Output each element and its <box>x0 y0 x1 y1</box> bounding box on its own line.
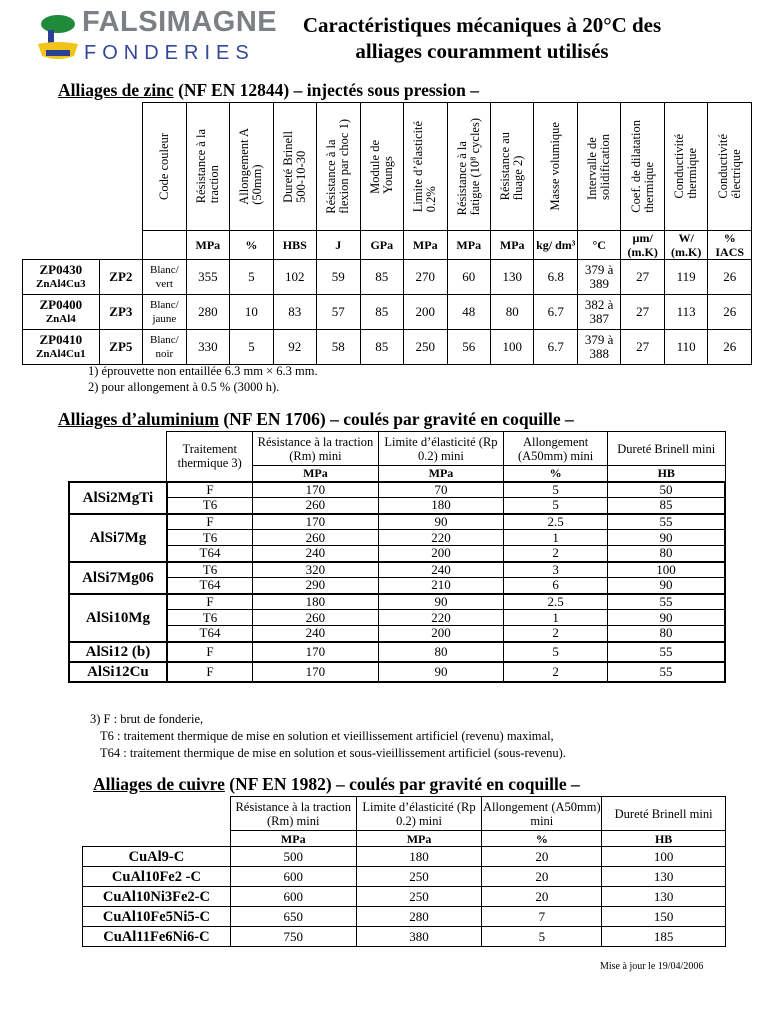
zinc-value: 250 <box>404 330 447 365</box>
copper-heading-rest: (NF EN 1982) – coulés par gravité en coquille – <box>229 774 580 794</box>
aluminium-row <box>69 626 725 642</box>
zinc-column-header-wrap <box>448 104 490 230</box>
zinc-unit: MPa <box>186 231 229 260</box>
zinc-column-header <box>534 103 577 231</box>
aluminium-value: 5 <box>504 498 608 514</box>
zinc-row <box>23 330 752 365</box>
page-title <box>262 12 702 64</box>
zinc-unit: kg/ dm³ <box>534 231 577 260</box>
copper-value: 750 <box>230 927 356 947</box>
aluminium-value: 170 <box>253 662 379 682</box>
aluminium-value: F <box>167 594 253 610</box>
zinc-header-row <box>23 103 752 231</box>
zinc-column-header-wrap <box>274 104 316 230</box>
zinc-value: 200 <box>404 295 447 330</box>
aluminium-row <box>69 498 725 514</box>
zinc-value: 280 <box>186 295 229 330</box>
aluminium-note-1: 3) F : brut de fonderie, <box>90 712 204 726</box>
aluminium-value: T6 <box>167 610 253 626</box>
aluminium-value: 80 <box>378 642 504 662</box>
zinc-column-header-wrap <box>317 104 359 230</box>
zinc-column-header <box>664 103 707 231</box>
copper-value: 7 <box>482 907 602 927</box>
copper-row <box>83 847 726 867</box>
copper-row <box>83 907 726 927</box>
zinc-value: 330 <box>186 330 229 365</box>
zinc-code: ZP0430 <box>39 262 83 277</box>
aluminium-value: 90 <box>607 530 725 546</box>
aluminium-alloy-name: AlSi12Cu <box>69 662 167 682</box>
zinc-value: 119 <box>664 260 707 295</box>
logo-brand-text: FALSIMAGNE <box>82 6 278 38</box>
aluminium-value: 1 <box>504 530 608 546</box>
copper-value: 150 <box>602 907 726 927</box>
copper-alloy-name: CuAl10Ni3Fe2-C <box>83 887 231 907</box>
zinc-value: 58 <box>317 330 360 365</box>
aluminium-value: 320 <box>253 562 379 578</box>
aluminium-value: T64 <box>167 546 253 562</box>
zinc-unit: MPa <box>447 231 490 260</box>
zinc-column-header-text: Masse volumique <box>548 122 563 211</box>
aluminium-unit: % <box>504 466 608 482</box>
copper-unit-row <box>83 831 726 847</box>
aluminium-value: 240 <box>253 626 379 642</box>
aluminium-row <box>69 562 725 578</box>
zinc-value: 6.7 <box>534 330 577 365</box>
aluminium-value: T64 <box>167 578 253 594</box>
aluminium-row <box>69 594 725 610</box>
zinc-value: 27 <box>621 295 664 330</box>
zinc-heading-name: Alliages de zinc <box>58 80 174 100</box>
zinc-value: 26 <box>708 260 752 295</box>
zinc-column-header-text: Coef. de dilatation thermique <box>628 120 656 213</box>
zinc-column-header <box>273 103 316 231</box>
aluminium-value: 2.5 <box>504 594 608 610</box>
zinc-column-header <box>577 103 620 231</box>
zinc-note-2: 2) pour allongement à 0.5 % (3000 h). <box>88 380 280 394</box>
zinc-column-header-wrap <box>230 104 272 230</box>
aluminium-value: 90 <box>378 662 504 682</box>
zinc-value: 27 <box>621 330 664 365</box>
zinc-unit: W/ (m.K) <box>664 231 707 260</box>
aluminium-row <box>69 662 725 682</box>
zinc-value: 110 <box>664 330 707 365</box>
aluminium-value: T6 <box>167 562 253 578</box>
zinc-value: 80 <box>490 295 533 330</box>
aluminium-rp-header: Limite d’élasticité (Rp 0.2) mini <box>378 432 504 466</box>
zinc-unit: °C <box>577 231 620 260</box>
zinc-value: 379 à 388 <box>577 330 620 365</box>
aluminium-value: 55 <box>607 642 725 662</box>
zinc-column-header-text: Résistance à la fatigue (10⁸ cycles) <box>454 117 482 216</box>
zinc-column-header-text: Dureté Brinell 500-10-30 <box>280 130 308 203</box>
aluminium-unit: HB <box>607 466 725 482</box>
zinc-value: 83 <box>273 295 316 330</box>
zinc-value: 5 <box>230 260 273 295</box>
zinc-value: 57 <box>317 295 360 330</box>
zinc-value: 382 à 387 <box>577 295 620 330</box>
copper-row <box>83 887 726 907</box>
title-line-2: alliages couramment utilisés <box>355 39 609 63</box>
aluminium-row <box>69 530 725 546</box>
aluminium-value: 290 <box>253 578 379 594</box>
zinc-value: 56 <box>447 330 490 365</box>
zinc-note-1: 1) éprouvette non entaillée 6.3 mm × 6.3 mm. <box>88 364 318 378</box>
aluminium-value: 2.5 <box>504 514 608 530</box>
copper-alloy-name: CuAl10Fe5Ni5-C <box>83 907 231 927</box>
zinc-code-header: Code couleur <box>156 133 171 200</box>
aluminium-row <box>69 642 725 662</box>
aluminium-value: 260 <box>253 498 379 514</box>
copper-alloy-name: CuAl10Fe2 -C <box>83 867 231 887</box>
aluminium-row <box>69 514 725 530</box>
zinc-unit-row <box>23 231 752 260</box>
falsimagne-logo <box>34 6 278 70</box>
aluminium-alloy-name: AlSi7Mg <box>69 514 167 562</box>
zinc-value: 92 <box>273 330 316 365</box>
aluminium-value: T6 <box>167 498 253 514</box>
zinc-value: 102 <box>273 260 316 295</box>
zinc-unit: % <box>230 231 273 260</box>
copper-a-header: Allongement (A50mm) mini <box>482 797 602 831</box>
zinc-value: 60 <box>447 260 490 295</box>
zinc-color-code: Blanc/ vert <box>143 260 186 295</box>
copper-header-row <box>83 797 726 831</box>
zinc-color-code: Blanc/ noir <box>143 330 186 365</box>
zinc-column-header <box>621 103 664 231</box>
zinc-unit: HBS <box>273 231 316 260</box>
zinc-column-header <box>404 103 447 231</box>
aluminium-value: 1 <box>504 610 608 626</box>
aluminium-value: 180 <box>378 498 504 514</box>
zinc-zp: ZP5 <box>99 330 142 365</box>
aluminium-value: 55 <box>607 514 725 530</box>
zinc-column-header-text: Limite d’élasticité 0.2% <box>411 120 439 213</box>
zinc-value: 100 <box>490 330 533 365</box>
copper-value: 20 <box>482 887 602 907</box>
copper-value: 500 <box>230 847 356 867</box>
aluminium-value: 2 <box>504 662 608 682</box>
aluminium-value: 90 <box>378 594 504 610</box>
zinc-desig: ZnAl4 <box>45 313 76 325</box>
zinc-unit: MPa <box>490 231 533 260</box>
zinc-row <box>23 295 752 330</box>
zinc-value: 85 <box>360 295 403 330</box>
zinc-desig: ZnAl4Cu3 <box>36 278 86 290</box>
copper-alloy-name: CuAl9-C <box>83 847 231 867</box>
zinc-column-header-text: Intervalle de solidification <box>585 133 613 200</box>
logo-sub-text: FONDERIES <box>84 42 255 64</box>
aluminium-rm-header: Résistance à la traction (Rm) mini <box>253 432 379 466</box>
zinc-value: 6.8 <box>534 260 577 295</box>
aluminium-value: 90 <box>378 514 504 530</box>
zinc-unit: GPa <box>360 231 403 260</box>
zinc-designation-cell <box>23 295 100 330</box>
aluminium-alloy-name: AlSi12 (b) <box>69 642 167 662</box>
zinc-column-header-wrap <box>708 104 751 230</box>
aluminium-value: 5 <box>504 482 608 498</box>
aluminium-value: 170 <box>253 642 379 662</box>
aluminium-hb-header: Dureté Brinell mini <box>607 432 725 466</box>
zinc-column-header-text: Résistance au fluage 2) <box>498 132 526 201</box>
aluminium-heading-name: Alliages d’aluminium <box>58 409 219 429</box>
zinc-value: 85 <box>360 330 403 365</box>
zinc-value: 26 <box>708 295 752 330</box>
zinc-value: 27 <box>621 260 664 295</box>
zinc-value: 130 <box>490 260 533 295</box>
aluminium-value: 85 <box>607 498 725 514</box>
zinc-value: 355 <box>186 260 229 295</box>
aluminium-value: 240 <box>253 546 379 562</box>
aluminium-value: 260 <box>253 610 379 626</box>
copper-rp-header: Limite d’élasticité (Rp 0.2) mini <box>356 797 482 831</box>
copper-row <box>83 867 726 887</box>
zinc-value: 59 <box>317 260 360 295</box>
zinc-column-header-text: Conductivité thermique <box>672 134 700 199</box>
copper-value: 185 <box>602 927 726 947</box>
zinc-zp: ZP3 <box>99 295 142 330</box>
zinc-column-header-text: Conductivité électrique <box>715 134 743 199</box>
aluminium-value: 50 <box>607 482 725 498</box>
zinc-column-header <box>230 103 273 231</box>
aluminium-value: F <box>167 642 253 662</box>
copper-rm-header: Résistance à la traction (Rm) mini <box>230 797 356 831</box>
zinc-unit: MPa <box>404 231 447 260</box>
aluminium-value: 240 <box>378 562 504 578</box>
aluminium-heading-rest: (NF EN 1706) – coulés par gravité en coquille – <box>223 409 574 429</box>
zinc-designation-cell <box>23 260 100 295</box>
copper-heading <box>93 774 580 795</box>
aluminium-value: F <box>167 662 253 682</box>
aluminium-alloy-name: AlSi10Mg <box>69 594 167 642</box>
zinc-column-header-wrap <box>621 104 663 230</box>
zinc-column-header-wrap <box>187 104 229 230</box>
copper-alloy-name: CuAl11Fe6Ni6-C <box>83 927 231 947</box>
aluminium-unit: MPa <box>253 466 379 482</box>
aluminium-header-row <box>69 432 725 466</box>
copper-value: 100 <box>602 847 726 867</box>
zinc-column-header-text: Module de Youngs <box>367 139 395 194</box>
aluminium-row <box>69 546 725 562</box>
zinc-unit: % IACS <box>708 231 752 260</box>
aluminium-a-header: Allongement (A50mm) mini <box>504 432 608 466</box>
aluminium-value: 100 <box>607 562 725 578</box>
zinc-unit: J <box>317 231 360 260</box>
zinc-value: 85 <box>360 260 403 295</box>
zinc-value: 113 <box>664 295 707 330</box>
zinc-column-header-wrap <box>578 104 620 230</box>
copper-table <box>82 796 726 947</box>
aluminium-row <box>69 578 725 594</box>
aluminium-value: 220 <box>378 530 504 546</box>
zinc-column-header <box>360 103 403 231</box>
zinc-designation-cell <box>23 330 100 365</box>
aluminium-value: 80 <box>607 626 725 642</box>
aluminium-value: 170 <box>253 482 379 498</box>
aluminium-note-2: T6 : traitement thermique de mise en solution et vieillissement artificiel (revenu) maximal, <box>100 729 554 743</box>
zinc-heading <box>58 80 479 101</box>
aluminium-value: 210 <box>378 578 504 594</box>
aluminium-row <box>69 482 725 498</box>
copper-value: 650 <box>230 907 356 927</box>
copper-value: 380 <box>356 927 482 947</box>
zinc-value: 379 à 389 <box>577 260 620 295</box>
copper-value: 250 <box>356 887 482 907</box>
aluminium-alloy-name: AlSi7Mg06 <box>69 562 167 594</box>
zinc-column-header-wrap <box>665 104 707 230</box>
zinc-column-header <box>490 103 533 231</box>
zinc-code: ZP0410 <box>39 332 83 347</box>
copper-value: 20 <box>482 867 602 887</box>
zinc-heading-rest: (NF EN 12844) – injectés sous pression – <box>178 80 479 100</box>
zinc-desig: ZnAl4Cu1 <box>36 348 86 360</box>
aluminium-value: 90 <box>607 578 725 594</box>
aluminium-value: 55 <box>607 662 725 682</box>
zinc-column-header-text: Résistance à la flexion par choc 1) <box>324 119 352 214</box>
zinc-value: 48 <box>447 295 490 330</box>
aluminium-table <box>68 431 726 683</box>
copper-value: 600 <box>230 867 356 887</box>
copper-value: 130 <box>602 887 726 907</box>
title-line-1: Caractéristiques mécaniques à 20°C des <box>302 13 662 37</box>
copper-value: 20 <box>482 847 602 867</box>
logo-mark-icon <box>34 10 80 66</box>
aluminium-value: 80 <box>607 546 725 562</box>
copper-value: 280 <box>356 907 482 927</box>
aluminium-treatment-header: Traitement thermique 3) <box>167 432 253 482</box>
aluminium-value: 3 <box>504 562 608 578</box>
copper-value: 180 <box>356 847 482 867</box>
aluminium-unit: MPa <box>378 466 504 482</box>
aluminium-value: 2 <box>504 546 608 562</box>
zinc-table <box>22 102 752 365</box>
zinc-column-header <box>708 103 752 231</box>
zinc-value: 26 <box>708 330 752 365</box>
copper-unit: % <box>482 831 602 847</box>
zinc-column-header-text: Résistance à la traction <box>193 129 221 204</box>
zinc-value: 10 <box>230 295 273 330</box>
copper-unit: MPa <box>230 831 356 847</box>
zinc-code: ZP0400 <box>39 297 83 312</box>
aluminium-value: 55 <box>607 594 725 610</box>
zinc-value: 6.7 <box>534 295 577 330</box>
aluminium-heading <box>58 409 574 430</box>
zinc-column-header-wrap <box>404 104 446 230</box>
aluminium-value: T64 <box>167 626 253 642</box>
copper-value: 5 <box>482 927 602 947</box>
zinc-color-code: Blanc/ jaune <box>143 295 186 330</box>
aluminium-value: 70 <box>378 482 504 498</box>
update-date: Mise à jour le 19/04/2006 <box>600 961 704 972</box>
zinc-unit: µm/ (m.K) <box>621 231 664 260</box>
aluminium-alloy-name: AlSi2MgTi <box>69 482 167 514</box>
aluminium-value: 6 <box>504 578 608 594</box>
zinc-column-header-wrap <box>361 104 403 230</box>
zinc-column-header-wrap <box>534 104 576 230</box>
aluminium-value: 170 <box>253 514 379 530</box>
copper-unit: HB <box>602 831 726 847</box>
zinc-column-header-wrap <box>491 104 533 230</box>
aluminium-value: 260 <box>253 530 379 546</box>
zinc-row <box>23 260 752 295</box>
zinc-column-header <box>317 103 360 231</box>
zinc-zp: ZP2 <box>99 260 142 295</box>
aluminium-value: F <box>167 514 253 530</box>
aluminium-value: F <box>167 482 253 498</box>
aluminium-value: 5 <box>504 642 608 662</box>
zinc-value: 5 <box>230 330 273 365</box>
copper-value: 600 <box>230 887 356 907</box>
aluminium-note-3: T64 : traitement thermique de mise en solution et sous-vieillissement artificiel (sous-revenu). <box>100 746 566 760</box>
copper-row <box>83 927 726 947</box>
aluminium-row <box>69 610 725 626</box>
copper-value: 130 <box>602 867 726 887</box>
zinc-value: 270 <box>404 260 447 295</box>
copper-unit: MPa <box>356 831 482 847</box>
copper-hb-header: Dureté Brinell mini <box>602 797 726 831</box>
aluminium-value: T6 <box>167 530 253 546</box>
aluminium-value: 2 <box>504 626 608 642</box>
aluminium-value: 220 <box>378 610 504 626</box>
zinc-column-header <box>447 103 490 231</box>
zinc-column-header-text: Allongement A (50mm) <box>237 128 265 205</box>
aluminium-value: 180 <box>253 594 379 610</box>
aluminium-value: 200 <box>378 546 504 562</box>
aluminium-value: 90 <box>607 610 725 626</box>
zinc-column-header <box>186 103 229 231</box>
copper-value: 250 <box>356 867 482 887</box>
aluminium-value: 200 <box>378 626 504 642</box>
copper-heading-name: Alliages de cuivre <box>93 774 225 794</box>
